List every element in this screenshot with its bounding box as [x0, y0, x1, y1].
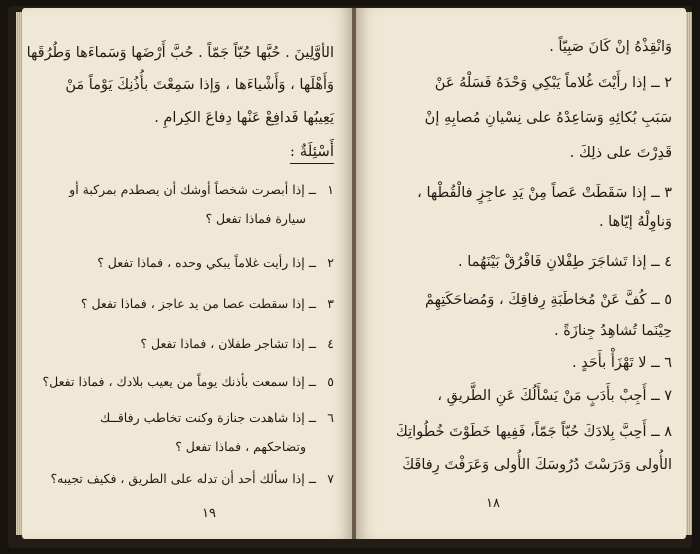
- question-text: إذا سألك أحد أن تدله على الطريق ، فكيف تجيبه؟: [50, 471, 305, 486]
- question-continuation: وتضاحكهم ، فماذا تفعل ؟: [175, 439, 306, 454]
- question-item: ٤ ــ إذا تشاجر طفلان ، فماذا تفعل ؟: [140, 333, 334, 355]
- question-item: ٢ ــ إذا رأيت غلاماً يبكي وحده ، فماذا تفعل ؟: [97, 252, 334, 274]
- question-item: ٣ ــ إذا سقطت عصا من يد عاجز ، فماذا تفعل ؟: [81, 293, 334, 315]
- question-item: ١ ــ إذا أبصرت شخصاً أوشك أن يصطدم بمركبة أو: [69, 179, 334, 201]
- right-text-line: وَانْقِذْهُ إنْ كَانَ صَبِيّاً .: [549, 39, 672, 55]
- right-text-line: الأُولى وَدَرَسْتَ دُرُوسَكَ الأُولى وَعَرَفْتَ رِفاقَكَ: [402, 457, 672, 473]
- question-item: ٥ ــ إذا سمعت بأذنك يوماً من يعيب بلادك ، فماذا تفعل؟: [43, 371, 334, 393]
- question-text: إذا سمعت بأذنك يوماً من يعيب بلادك ، فماذا تفعل؟: [42, 374, 305, 389]
- right-text-line: قَدِرْتَ على ذلِكَ .: [569, 145, 672, 161]
- question-number: ١: [327, 182, 334, 197]
- right-text-line: ٣ ــ إذا سَقَطَتْ عَصاً مِنْ يَدِ عاجِزٍ فالْقُطْها ،: [417, 185, 672, 201]
- right-text-line: ٧ ــ أَجِبْ بأَدَبٍ مَنْ يَسْأَلُكَ عَنِ الطَّريقِ ،: [437, 388, 672, 404]
- right-page: [356, 8, 686, 539]
- right-text-line: سَبَبِ بُكائِهِ وَسَاعِدْهُ على نِسْيانِ مُصابِهِ إنْ: [424, 110, 672, 126]
- left-text-line: الأوَّلِينَ . حُبَّها حُبّاً جَمّاً . حُبَّ أَرْضَها وَسَماءَها وَطُرُقَها: [26, 45, 334, 61]
- question-continuation: سيارة فماذا تفعل ؟: [205, 211, 306, 226]
- question-number: ٧: [327, 471, 334, 486]
- page-number: ١٩: [202, 506, 216, 521]
- question-number: ٤: [327, 336, 334, 351]
- question-text: إذا أبصرت شخصاً أوشك أن يصطدم بمركبة أو: [69, 182, 305, 197]
- question-text: إذا رأيت غلاماً يبكي وحده ، فماذا تفعل ؟: [97, 255, 305, 270]
- question-text: إذا شاهدت جنازة وكنت تخاطب رفاقــك: [99, 410, 305, 425]
- question-number: ٢: [327, 255, 334, 270]
- right-text-line: ٨ ــ أَحِبَّ بِلادَكَ حُبّاً جَمّاً، فَفِيها خَطَوْتَ خُطُواتِكَ: [395, 424, 672, 440]
- right-text-line: ٦ ــ لا تَهْزَأْ بأَحَدٍ .: [572, 355, 672, 371]
- left-text-line: يَعِيبُها فَدافِعْ عَنْها دِفاعَ الكِرامِ .: [154, 110, 334, 126]
- left-text-line: وَأَهْلَها ، وَأَشْياءَها ، وَإذا سَمِعْتَ بأُذُنِكَ يَوْماً مَنْ: [65, 77, 334, 93]
- question-text: إذا سقطت عصا من يد عاجز ، فماذا تفعل ؟: [80, 296, 305, 311]
- page-number: ١٨: [486, 496, 500, 511]
- right-text-line: وَناوِلْهُ إيّاها .: [598, 214, 672, 230]
- right-text-line: ٥ ــ كُفَّ عَنْ مُخاطَبَةِ رِفاقِكَ ، وَمُضاحَكَتِهِمْ: [424, 292, 672, 308]
- question-item: ٦ ــ إذا شاهدت جنازة وكنت تخاطب رفاقــك: [100, 407, 334, 429]
- right-text-line: ٢ ــ إذا رأَيْتَ غُلاماً يَبْكِي وَحْدَهُ فَسَلْهُ عَنْ: [434, 75, 672, 91]
- left-page: [22, 8, 352, 539]
- open-book: [8, 6, 692, 548]
- question-text: إذا تشاجر طفلان ، فماذا تفعل ؟: [140, 336, 305, 351]
- question-number: ٣: [327, 296, 334, 311]
- right-text-line: ٤ ــ إذا تَشاجَرَ طِفْلانِ فَافْرُقْ بَيْنَهُما .: [457, 254, 672, 270]
- right-text-line: حِيْنَما تُشاهِدُ جِنازَةً .: [554, 323, 672, 339]
- question-number: ٦: [327, 410, 334, 425]
- question-number: ٥: [327, 374, 334, 389]
- question-item: ٧ ــ إذا سألك أحد أن تدله على الطريق ، فكيف تجيبه؟: [50, 468, 334, 490]
- questions-heading: أَسْئِلَةٌ :: [290, 140, 334, 164]
- page-edges-right: [686, 12, 692, 535]
